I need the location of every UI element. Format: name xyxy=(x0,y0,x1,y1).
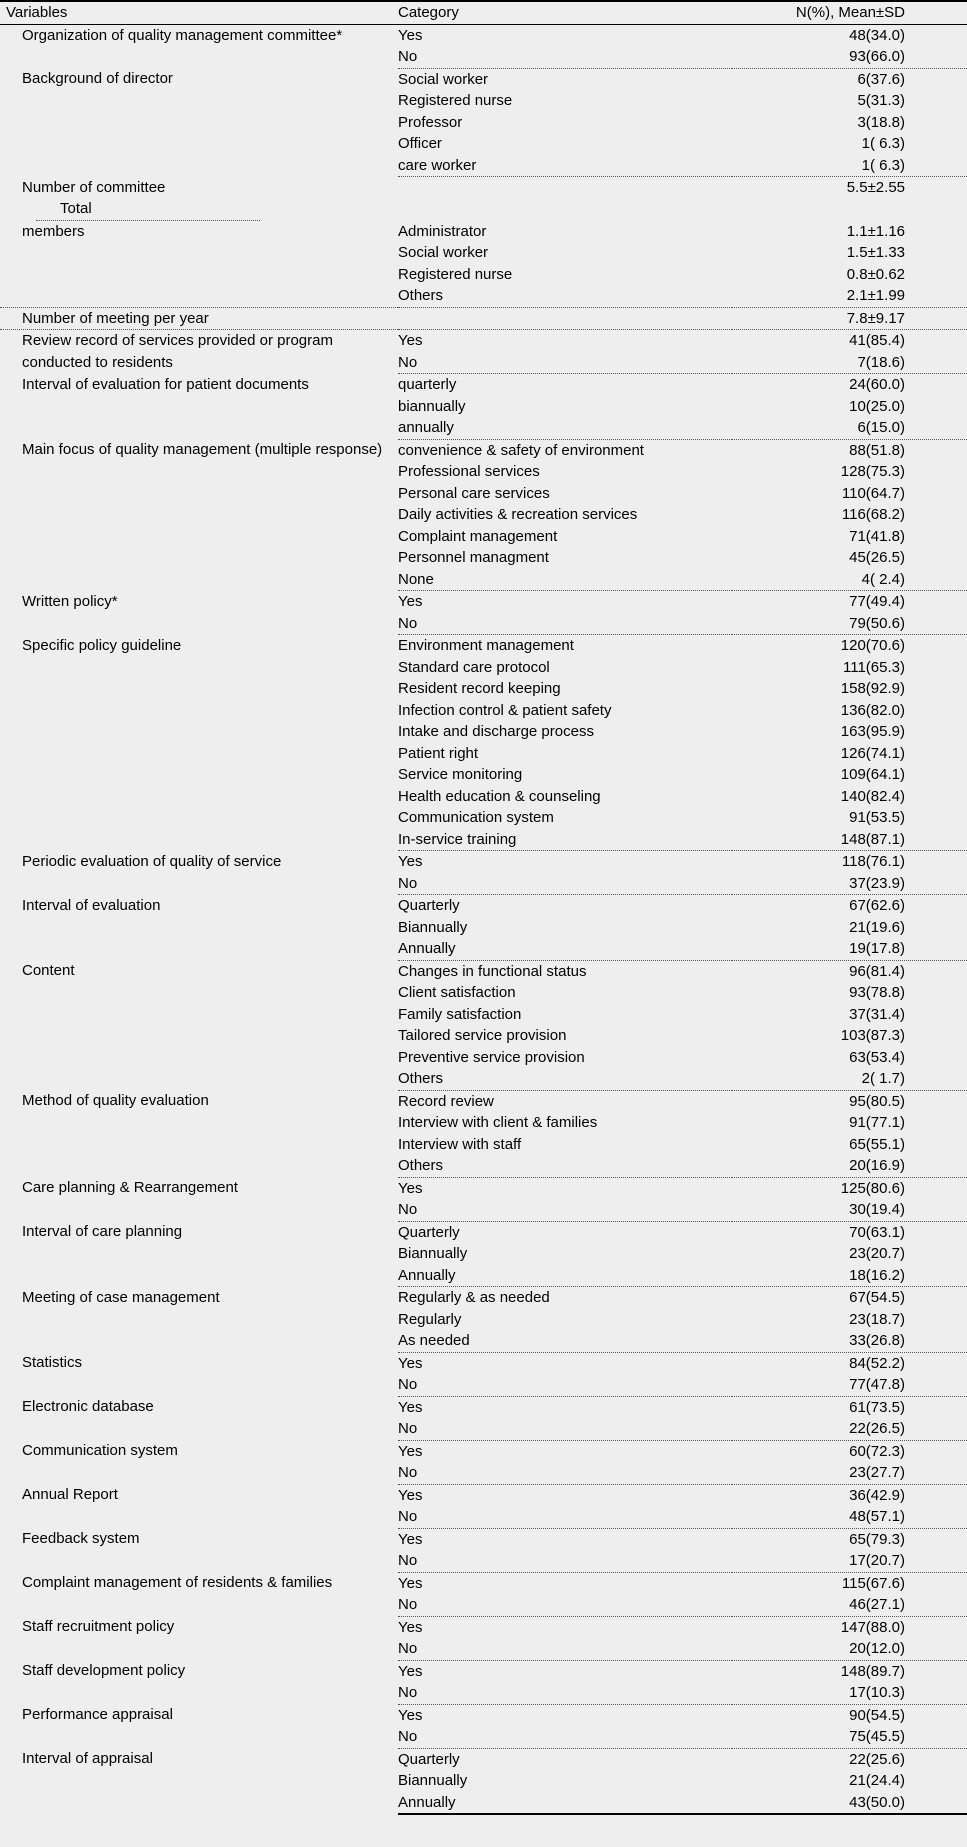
table-row xyxy=(0,1528,967,1550)
value-cell: 3(18.8) xyxy=(857,113,905,131)
table-row xyxy=(0,439,967,461)
category-cell: Yes xyxy=(398,1354,423,1372)
table-row xyxy=(0,1177,967,1199)
table-row xyxy=(0,895,967,917)
total-label: Total xyxy=(36,198,260,221)
variable-label: Annual Report xyxy=(22,1486,118,1503)
variable-group xyxy=(0,24,967,68)
variable-cell xyxy=(0,285,398,307)
value-cell: 61(73.5) xyxy=(849,1398,905,1416)
variable-group xyxy=(0,635,967,851)
value-cell: 110(64.7) xyxy=(841,484,905,502)
value-cell: 48(57.1) xyxy=(732,1506,967,1528)
table-row xyxy=(0,221,967,243)
value-cell: 71(41.8) xyxy=(849,527,905,545)
value-cell: 30(19.4) xyxy=(732,1199,967,1221)
variable-label: Background of director xyxy=(22,70,173,87)
variable-group xyxy=(0,1572,967,1616)
value-cell: 95(80.5) xyxy=(849,1092,905,1110)
table-row xyxy=(0,1572,967,1594)
category-cell: Health education & counseling xyxy=(398,787,601,805)
value-cell: 1( 6.3) xyxy=(732,155,967,177)
value-cell: 37(23.9) xyxy=(732,873,967,895)
table-row xyxy=(0,242,967,264)
variable-group xyxy=(0,439,967,591)
category-cell: In-service training xyxy=(398,829,732,851)
variable-label: Staff development policy xyxy=(22,1662,186,1679)
value-cell: 48(34.0) xyxy=(849,26,905,44)
variable-group xyxy=(0,374,967,440)
category-cell: Environment management xyxy=(398,637,574,654)
category-cell: No xyxy=(398,46,732,68)
category-cell: Service monitoring xyxy=(398,766,523,783)
variable-cell xyxy=(0,221,398,243)
value-cell: 136(82.0) xyxy=(840,701,905,719)
value-cell: 41(85.4) xyxy=(849,332,905,349)
value-cell: 103(87.3) xyxy=(840,1027,905,1044)
table-row xyxy=(0,374,967,396)
variable-group xyxy=(0,1287,967,1353)
variable-label: Interval of appraisal xyxy=(22,1750,153,1767)
table-row xyxy=(0,1484,967,1506)
table-row xyxy=(0,960,967,982)
value-cell: 24(60.0) xyxy=(849,376,905,393)
value-cell: 7(18.6) xyxy=(732,352,967,374)
variable-group xyxy=(0,1748,967,1814)
category-cell: Quarterly xyxy=(398,1750,460,1768)
category-cell: Family satisfaction xyxy=(398,1005,522,1023)
value-cell: 23(27.7) xyxy=(732,1462,967,1484)
category-cell: None xyxy=(398,569,732,591)
category-cell: Regularly xyxy=(398,1310,462,1328)
category-cell: Quarterly xyxy=(398,897,460,914)
category-cell: Quarterly xyxy=(398,1223,460,1241)
value-cell: 19(17.8) xyxy=(732,938,967,960)
category-cell: Yes xyxy=(398,1442,423,1460)
header-variables: Variables xyxy=(0,1,398,24)
table-row xyxy=(0,1704,967,1726)
value-cell: 91(53.5) xyxy=(849,809,905,826)
table-row xyxy=(0,1352,967,1374)
value-cell: 0.8±0.62 xyxy=(846,265,905,283)
variable-cell xyxy=(0,242,398,264)
value-cell: 111(65.3) xyxy=(843,658,905,676)
value-cell: 77(49.4) xyxy=(849,593,905,610)
value-cell: 17(10.3) xyxy=(732,1682,967,1704)
value-cell: 148(89.7) xyxy=(840,1662,905,1680)
category-cell: As needed xyxy=(398,1330,732,1352)
category-cell xyxy=(398,177,732,221)
category-cell: No xyxy=(398,1594,732,1616)
value-cell: 125(80.6) xyxy=(840,1179,905,1197)
category-cell: Yes xyxy=(398,1486,423,1504)
variable-label: Care planning & Rearrangement xyxy=(22,1179,238,1196)
category-cell: Preventive service provision xyxy=(398,1048,585,1066)
variable-label: Interval of evaluation xyxy=(22,896,161,914)
variable-group xyxy=(0,330,967,374)
category-cell: No xyxy=(398,352,732,374)
value-cell: 75(45.5) xyxy=(732,1726,967,1748)
category-cell: quarterly xyxy=(398,376,457,393)
category-cell: Resident record keeping xyxy=(398,680,561,697)
category-cell: Professional services xyxy=(398,463,540,480)
category-cell: biannually xyxy=(398,397,466,415)
category-cell: Patient right xyxy=(398,744,479,762)
table-row xyxy=(0,1396,967,1418)
category-cell: Administrator xyxy=(398,222,487,240)
variable-group xyxy=(0,895,967,961)
table-row xyxy=(0,591,967,613)
category-cell: No xyxy=(398,1726,732,1748)
value-cell: 65(55.1) xyxy=(849,1135,905,1153)
value-cell: 67(54.5) xyxy=(849,1289,905,1306)
category-cell: Registered nurse xyxy=(398,265,513,283)
value-cell: 109(64.1) xyxy=(840,766,905,783)
value-cell: 4( 2.4) xyxy=(732,569,967,591)
category-cell: Intake and discharge process xyxy=(398,723,594,740)
variable-label xyxy=(0,177,398,221)
variable-group xyxy=(0,851,967,895)
table-row xyxy=(0,1748,967,1770)
value-cell: 23(20.7) xyxy=(849,1245,905,1262)
value-cell: 67(62.6) xyxy=(849,897,905,914)
category-cell: Yes xyxy=(398,1179,423,1197)
category-cell: Others xyxy=(398,1068,732,1090)
value-cell: 77(47.8) xyxy=(732,1374,967,1396)
category-cell: Professor xyxy=(398,113,463,131)
category-cell: Yes xyxy=(398,1398,423,1416)
value-cell: 148(87.1) xyxy=(732,829,967,851)
value-cell: 126(74.1) xyxy=(840,744,905,762)
category-cell: Changes in functional status xyxy=(398,962,587,980)
category-cell: Interview with client & families xyxy=(398,1114,598,1131)
value-cell: 120(70.6) xyxy=(840,637,905,654)
variable-label: Number of meeting per year xyxy=(0,307,398,330)
table-row xyxy=(0,307,967,330)
category-cell xyxy=(398,307,732,330)
table-row xyxy=(0,1287,967,1309)
value-cell: 93(66.0) xyxy=(732,46,967,68)
variable-label: Meeting of case management xyxy=(22,1288,220,1306)
category-cell: No xyxy=(398,1506,732,1528)
variable-label: Periodic evaluation of quality of service xyxy=(22,852,282,870)
value-cell: 63(53.4) xyxy=(849,1048,905,1066)
variable-label: Method of quality evaluation xyxy=(22,1092,209,1109)
category-cell: Biannually xyxy=(398,918,468,936)
value-cell: 60(72.3) xyxy=(849,1442,905,1460)
category-cell: No xyxy=(398,1418,732,1440)
value-cell: 163(95.9) xyxy=(840,723,905,740)
category-cell: No xyxy=(398,1682,732,1704)
category-cell: Yes xyxy=(398,1574,423,1592)
variable-label: Review record of services provided or program conducted to residents xyxy=(22,332,333,371)
table-row xyxy=(0,1221,967,1243)
category-cell: Complaint management xyxy=(398,527,558,545)
value-cell: 21(19.6) xyxy=(849,918,905,936)
category-cell: Officer xyxy=(398,135,442,152)
value-cell: 6(37.6) xyxy=(857,70,905,88)
value-cell: 6(15.0) xyxy=(732,417,967,439)
value-cell: 84(52.2) xyxy=(849,1354,905,1372)
variable-group xyxy=(0,1660,967,1704)
category-cell: Biannually xyxy=(398,1772,468,1789)
category-cell: No xyxy=(398,1550,732,1572)
category-cell: No xyxy=(398,1638,732,1660)
category-cell: No xyxy=(398,1199,732,1221)
category-cell: Tailored service provision xyxy=(398,1027,567,1044)
variable-group xyxy=(0,1616,967,1660)
value-cell: 23(18.7) xyxy=(849,1310,905,1328)
category-cell: Social worker xyxy=(398,70,489,88)
category-cell: Social worker xyxy=(398,244,489,261)
value-cell: 36(42.9) xyxy=(849,1486,905,1504)
category-cell: Yes xyxy=(398,593,423,610)
value-cell: 128(75.3) xyxy=(840,463,905,480)
value-cell: 46(27.1) xyxy=(732,1594,967,1616)
category-cell: Yes xyxy=(398,26,423,44)
variable-group xyxy=(0,1396,967,1440)
category-cell: Annually xyxy=(398,1792,732,1815)
value-cell: 37(31.4) xyxy=(849,1005,905,1023)
value-cell: 5.5±2.55 xyxy=(846,179,905,196)
variable-label: Organization of quality management committee* xyxy=(22,26,343,44)
header-value: N(%), Mean±SD xyxy=(732,1,967,24)
category-cell: convenience & safety of environment xyxy=(398,441,644,459)
category-cell: Standard care protocol xyxy=(398,658,550,676)
variable-label: Performance appraisal xyxy=(22,1706,173,1723)
variable-label: Interval of care planning xyxy=(22,1223,183,1240)
category-cell: No xyxy=(398,613,732,635)
variable-group xyxy=(0,1704,967,1748)
variable-label-line1: Number of committee xyxy=(22,178,166,196)
variable-label: Staff recruitment policy xyxy=(22,1618,175,1635)
variable-group xyxy=(0,591,967,635)
category-cell: Registered nurse xyxy=(398,92,513,109)
table-row xyxy=(0,1440,967,1462)
value-cell: 33(26.8) xyxy=(732,1330,967,1352)
category-cell: Interview with staff xyxy=(398,1135,522,1153)
variable-label: Interval of evaluation for patient documents xyxy=(22,375,309,393)
value-cell: 147(88.0) xyxy=(840,1618,905,1636)
category-cell: care worker xyxy=(398,155,732,177)
value-cell: 93(78.8) xyxy=(849,984,905,1001)
value-cell: 20(16.9) xyxy=(732,1155,967,1177)
value-cell: 7.8±9.17 xyxy=(732,307,967,330)
variable-label: Specific policy guideline xyxy=(22,636,182,654)
value-cell: 79(50.6) xyxy=(732,613,967,635)
category-cell: Yes xyxy=(398,1706,423,1724)
value-cell: 91(77.1) xyxy=(849,1114,905,1131)
value-cell: 158(92.9) xyxy=(840,680,905,697)
value-cell: 2( 1.7) xyxy=(732,1068,967,1090)
category-cell: Personnel managment xyxy=(398,549,549,566)
value-cell: 43(50.0) xyxy=(732,1792,967,1815)
variable-label-line2: members xyxy=(22,222,85,240)
table-row xyxy=(0,1660,967,1682)
variable-group xyxy=(0,1090,967,1177)
category-cell: Others xyxy=(398,285,732,307)
table-row xyxy=(0,851,967,873)
category-cell: Personal care services xyxy=(398,484,550,502)
value-cell: 20(12.0) xyxy=(732,1638,967,1660)
category-cell: Infection control & patient safety xyxy=(398,701,612,719)
table-row xyxy=(0,24,967,46)
value-cell: 115(67.6) xyxy=(841,1574,905,1592)
value-cell: 90(54.5) xyxy=(849,1706,905,1724)
value-cell: 17(20.7) xyxy=(732,1550,967,1572)
category-cell: Others xyxy=(398,1155,732,1177)
value-cell: 116(68.2) xyxy=(841,506,905,523)
category-cell: Daily activities & recreation services xyxy=(398,506,638,523)
variable-group xyxy=(0,960,967,1090)
category-cell: Annually xyxy=(398,1265,732,1287)
variable-group xyxy=(0,177,967,308)
variable-label: Feedback system xyxy=(22,1530,140,1547)
variable-group xyxy=(0,1221,967,1287)
category-cell: No xyxy=(398,873,732,895)
category-cell: Yes xyxy=(398,1662,423,1680)
variable-group xyxy=(0,1528,967,1572)
variable-label: Complaint management of residents & families xyxy=(22,1574,333,1591)
value-cell: 65(79.3) xyxy=(849,1530,905,1548)
category-cell: annually xyxy=(398,417,732,439)
category-cell: Yes xyxy=(398,332,423,349)
value-cell: 22(25.6) xyxy=(849,1750,905,1768)
value-cell: 96(81.4) xyxy=(849,962,905,980)
variable-group xyxy=(0,1484,967,1528)
table-row xyxy=(0,264,967,286)
variable-group xyxy=(0,68,967,177)
variable-label: Written policy* xyxy=(22,592,118,610)
table-header xyxy=(0,1,967,24)
value-cell: 1( 6.3) xyxy=(861,135,905,152)
variable-group xyxy=(0,1352,967,1396)
value-cell: 10(25.0) xyxy=(849,397,905,415)
table-row xyxy=(0,177,967,221)
value-cell: 18(16.2) xyxy=(732,1265,967,1287)
category-cell: No xyxy=(398,1374,732,1396)
table-row xyxy=(0,1616,967,1638)
value-cell: 70(63.1) xyxy=(849,1223,905,1241)
variable-label: Communication system xyxy=(22,1442,178,1459)
value-cell: 1.1±1.16 xyxy=(846,222,905,240)
table-row xyxy=(0,285,967,307)
category-cell: Yes xyxy=(398,1530,423,1548)
value-cell: 22(26.5) xyxy=(732,1418,967,1440)
value-cell: 21(24.4) xyxy=(849,1772,905,1789)
variable-label: Statistics xyxy=(22,1354,83,1371)
value-cell: 2.1±1.99 xyxy=(732,285,967,307)
value-cell: 1.5±1.33 xyxy=(846,244,905,261)
header-row xyxy=(0,1,967,24)
table-row xyxy=(0,330,967,352)
value-cell: 118(76.1) xyxy=(841,853,905,870)
category-cell: Yes xyxy=(398,1618,423,1636)
header-category: Category xyxy=(398,1,732,24)
category-cell: Record review xyxy=(398,1092,494,1110)
variable-label: Content xyxy=(22,962,75,979)
table-row xyxy=(0,68,967,90)
variable-group xyxy=(0,307,967,330)
variable-cell xyxy=(0,264,398,286)
table-row xyxy=(0,635,967,657)
variable-group xyxy=(0,1177,967,1221)
variable-group xyxy=(0,1440,967,1484)
value-cell: 140(82.4) xyxy=(840,787,905,805)
table-row xyxy=(0,1090,967,1112)
category-cell: Communication system xyxy=(398,809,554,826)
category-cell: Yes xyxy=(398,853,423,870)
value-cell: 5(31.3) xyxy=(857,92,905,109)
category-cell: Biannually xyxy=(398,1245,468,1262)
category-cell: No xyxy=(398,1462,732,1484)
variable-label: Main focus of quality management (multiple response) xyxy=(22,441,383,458)
category-cell: Client satisfaction xyxy=(398,984,516,1001)
value-cell: 88(51.8) xyxy=(849,441,905,459)
variable-label: Electronic database xyxy=(22,1398,154,1415)
value-cell: 45(26.5) xyxy=(849,549,905,566)
category-cell: Annually xyxy=(398,938,732,960)
category-cell: Regularly & as needed xyxy=(398,1289,550,1306)
